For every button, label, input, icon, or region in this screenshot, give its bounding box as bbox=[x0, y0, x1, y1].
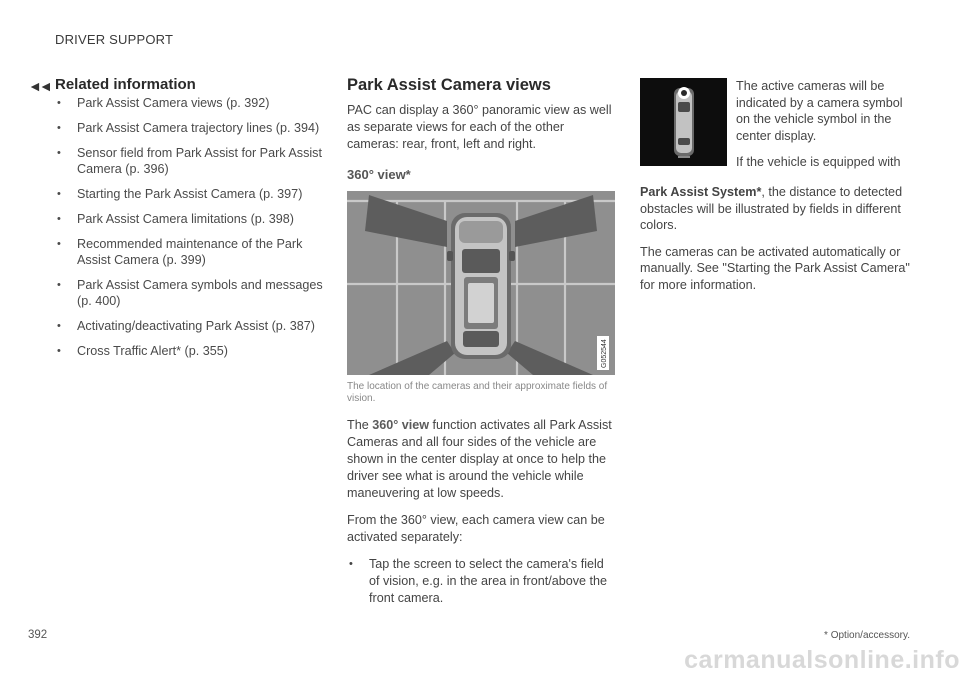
bullet-icon: • bbox=[57, 122, 61, 134]
bullet-icon: • bbox=[57, 213, 61, 225]
figure-code: G052544 bbox=[601, 339, 608, 368]
bullet-icon: • bbox=[57, 147, 61, 159]
related-link[interactable]: • Activating/deactivating Park Assist (p. 387) bbox=[57, 319, 315, 333]
related-list bbox=[55, 95, 325, 359]
figure-caption: The location of the cameras and their approximate fields of vision. bbox=[347, 381, 608, 404]
intro-paragraph: PAC can display a 360° panoramic view as well as separate views for each of the other cameras: rear, front, left and right. bbox=[347, 103, 612, 151]
related-link[interactable]: • Sensor field from Park Assist for Park Assist Camera (p. 396) bbox=[57, 146, 322, 176]
related-information bbox=[55, 76, 325, 368]
footnote: * Option/accessory. bbox=[824, 630, 910, 641]
bullet-icon: • bbox=[57, 320, 61, 332]
related-link[interactable]: • Park Assist Camera trajectory lines (p. 394) bbox=[57, 121, 320, 135]
related-link[interactable]: • Park Assist Camera symbols and messages (p. 400) bbox=[57, 278, 323, 308]
paragraph-360-view: The 360° view function activates all Park Assist Cameras and all four sides of the vehicle are shown in the center display at once to help the driver see what is around the vehicle while maneuvering at low speeds. bbox=[347, 418, 612, 500]
bullet-icon: • bbox=[57, 238, 61, 250]
back-chevron-icon[interactable]: ◄◄ bbox=[28, 78, 50, 94]
camera-symbol-text bbox=[736, 78, 910, 181]
article-title: Park Assist Camera views bbox=[347, 76, 551, 94]
bullet-icon: • bbox=[57, 188, 61, 200]
activation-paragraph: The cameras can be activated automatically or manually. See "Starting the Park Assist Camera" for more information. bbox=[640, 244, 910, 292]
paragraph-separate-views: From the 360° view, each camera view can be activated separately: bbox=[347, 513, 605, 544]
related-link[interactable]: • Park Assist Camera limitations (p. 398) bbox=[57, 212, 294, 226]
bullet-icon: • bbox=[349, 558, 353, 570]
keyword-park-assist-system: Park Assist System* bbox=[640, 185, 762, 199]
park-assist-intro: If the vehicle is equipped with bbox=[736, 155, 901, 169]
section-header: DRIVER SUPPORT bbox=[55, 32, 174, 47]
bullet-icon: • bbox=[57, 345, 61, 357]
related-link[interactable]: • Recommended maintenance of the Park Assist Camera (p. 399) bbox=[57, 237, 303, 267]
park-assist-text bbox=[640, 184, 910, 303]
page-number: 392 bbox=[28, 629, 48, 641]
related-link[interactable]: • Cross Traffic Alert* (p. 355) bbox=[57, 344, 228, 358]
subtitle: 360° view* bbox=[347, 167, 411, 182]
related-title: Related information bbox=[55, 76, 196, 93]
watermark: carmanualsonline.info bbox=[684, 646, 960, 674]
related-link[interactable]: • Starting the Park Assist Camera (p. 397) bbox=[57, 187, 303, 201]
camera-symbol-paragraph: The active cameras will be indicated by a camera symbol on the vehicle symbol in the center display. bbox=[736, 79, 903, 143]
keyword-360-view: 360° view bbox=[372, 418, 430, 432]
bullet-icon: • bbox=[57, 97, 61, 109]
bullet-icon: • bbox=[57, 279, 61, 291]
vehicle-symbol-figure bbox=[640, 78, 727, 166]
instruction-item: • Tap the screen to select the camera's field of vision, e.g. in the area in front/above the front camera. bbox=[349, 557, 608, 605]
related-link[interactable]: • Park Assist Camera views (p. 392) bbox=[57, 96, 270, 110]
camera-360-figure bbox=[347, 191, 615, 375]
park-assist-paragraph: Park Assist System*, the distance to detected obstacles will be illustrated by fields in different colors. bbox=[640, 185, 903, 232]
article bbox=[347, 76, 615, 607]
